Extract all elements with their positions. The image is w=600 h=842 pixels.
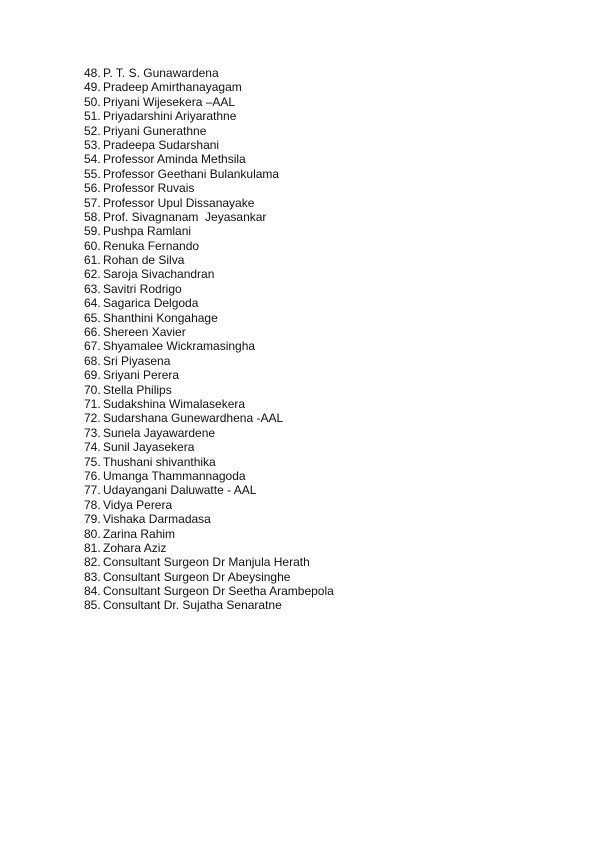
list-item-number: 63. <box>84 281 101 296</box>
list-item-name: Sunela Jayawardene <box>103 425 216 440</box>
list-item-name: Sunil Jayasekera <box>103 440 195 455</box>
list-item <box>84 267 334 281</box>
list-item-name: Prof. Sivagnanam Jeyasankar <box>103 209 267 224</box>
list-item-number: 80. <box>84 526 101 541</box>
list-item-number: 75. <box>84 454 101 469</box>
list-item-number: 69. <box>84 368 101 383</box>
list-item-name: Stella Philips <box>103 382 172 397</box>
list-item <box>84 80 334 94</box>
list-item-name: Sudakshina Wimalasekera <box>103 396 246 411</box>
list-item-number: 85. <box>84 598 101 613</box>
list-item-name: Consultant Surgeon Dr Manjula Herath <box>103 555 310 570</box>
list-item <box>84 124 334 138</box>
list-item-number: 81. <box>84 540 101 555</box>
list-item-name: Udayangani Daluwatte - AAL <box>103 483 257 498</box>
list-item-name: Pushpa Ramlani <box>103 224 192 239</box>
list-item-number: 79. <box>84 512 101 527</box>
list-item-name: Sagarica Delgoda <box>103 296 199 311</box>
list-item-number: 55. <box>84 166 101 181</box>
list-item-number: 52. <box>84 123 101 138</box>
list-item <box>84 368 334 382</box>
list-item <box>84 354 334 368</box>
list-item-name: Savitri Rodrigo <box>103 281 182 296</box>
list-item-number: 73. <box>84 425 101 440</box>
list-item-number: 71. <box>84 396 101 411</box>
list-item-name: Umanga Thammannagoda <box>103 468 246 483</box>
list-item-name: Pradeep Amirthanayagam <box>103 80 242 95</box>
list-item <box>84 383 334 397</box>
list-item <box>84 440 334 454</box>
list-item <box>84 224 334 238</box>
list-item-name: Consultant Surgeon Dr Abeysinghe <box>103 569 291 584</box>
list-item-name: Professor Geethani Bulankulama <box>103 166 280 181</box>
list-item-name: Priyadarshini Ariyarathne <box>103 109 237 124</box>
list-item <box>84 426 334 440</box>
list-item <box>84 397 334 411</box>
list-item <box>84 483 334 497</box>
list-item-name: Shyamalee Wickramasingha <box>103 339 256 354</box>
list-item <box>84 210 334 224</box>
list-item-number: 59. <box>84 224 101 239</box>
list-item-number: 70. <box>84 382 101 397</box>
list-item <box>84 239 334 253</box>
list-item-number: 78. <box>84 497 101 512</box>
list-item-number: 76. <box>84 468 101 483</box>
list-item-number: 48. <box>84 66 101 80</box>
list-item <box>84 181 334 195</box>
list-item <box>84 512 334 526</box>
list-item-name: Thushani shivanthika <box>103 454 216 469</box>
list-item-name: Zohara Aziz <box>103 540 167 555</box>
list-item <box>84 498 334 512</box>
list-item-name: Pradeepa Sudarshani <box>103 137 220 152</box>
list-item-number: 67. <box>84 339 101 354</box>
list-item <box>84 282 334 296</box>
list-item <box>84 598 334 612</box>
list-item <box>84 138 334 152</box>
list-item-name: Consultant Dr. Sujatha Senaratne <box>103 598 282 613</box>
list-item <box>84 541 334 555</box>
list-item-name: Sriyani Perera <box>103 368 180 383</box>
list-item <box>84 584 334 598</box>
list-item <box>84 152 334 166</box>
list-item-number: 60. <box>84 238 101 253</box>
list-item-number: 74. <box>84 440 101 455</box>
list-item <box>84 570 334 584</box>
list-item-name: Priyani Wijesekera –AAL <box>103 94 236 109</box>
list-item-number: 53. <box>84 137 101 152</box>
list-item <box>84 167 334 181</box>
list-item-number: 84. <box>84 584 101 599</box>
list-item <box>84 339 334 353</box>
list-item-name: Sri Piyasena <box>103 353 171 368</box>
list-item-name: Vidya Perera <box>103 497 173 512</box>
list-item-number: 57. <box>84 195 101 210</box>
list-item <box>84 555 334 569</box>
list-item-name: Consultant Surgeon Dr Seetha Arambepola <box>103 584 334 599</box>
list-item-number: 50. <box>84 94 101 109</box>
list-item-number: 66. <box>84 325 101 340</box>
list-item <box>84 411 334 425</box>
list-item-name: P. T. S. Gunawardena <box>103 66 219 80</box>
list-item-name: Professor Aminda Methsila <box>103 152 246 167</box>
list-item-name: Zarina Rahim <box>103 526 176 541</box>
list-item-name: Rohan de Silva <box>103 253 185 268</box>
list-item-number: 77. <box>84 483 101 498</box>
list-item-number: 61. <box>84 253 101 268</box>
list-item-number: 68. <box>84 353 101 368</box>
list-item-name: Shanthini Kongahage <box>103 310 218 325</box>
list-item-name: Priyani Gunerathne <box>103 123 207 138</box>
list-item <box>84 325 334 339</box>
list-item-name: Saroja Sivachandran <box>103 267 215 282</box>
list-item <box>84 469 334 483</box>
list-item-name: Professor Upul Dissanayake <box>103 195 255 210</box>
list-item-number: 62. <box>84 267 101 282</box>
list-item <box>84 311 334 325</box>
list-item <box>84 455 334 469</box>
list-item-name: Vishaka Darmadasa <box>103 512 211 527</box>
list-item-number: 51. <box>84 109 101 124</box>
list-item <box>84 196 334 210</box>
list-item-number: 56. <box>84 181 101 196</box>
list-item <box>84 95 334 109</box>
list-item-name: Professor Ruvais <box>103 181 195 196</box>
list-item-number: 72. <box>84 411 101 426</box>
list-item-number: 82. <box>84 555 101 570</box>
list-item-number: 83. <box>84 569 101 584</box>
list-item-number: 54. <box>84 152 101 167</box>
list-item-name: Renuka Fernando <box>103 238 200 253</box>
list-item-name: Sudarshana Gunewardhena -AAL <box>103 411 284 426</box>
list-item-number: 65. <box>84 310 101 325</box>
list-item-number: 64. <box>84 296 101 311</box>
name-list <box>84 66 334 613</box>
list-item <box>84 66 334 80</box>
list-item <box>84 253 334 267</box>
list-item <box>84 109 334 123</box>
list-item <box>84 296 334 310</box>
list-item <box>84 527 334 541</box>
list-item-number: 58. <box>84 209 101 224</box>
list-item-name: Shereen Xavier <box>103 325 186 340</box>
list-item-number: 49. <box>84 80 101 95</box>
